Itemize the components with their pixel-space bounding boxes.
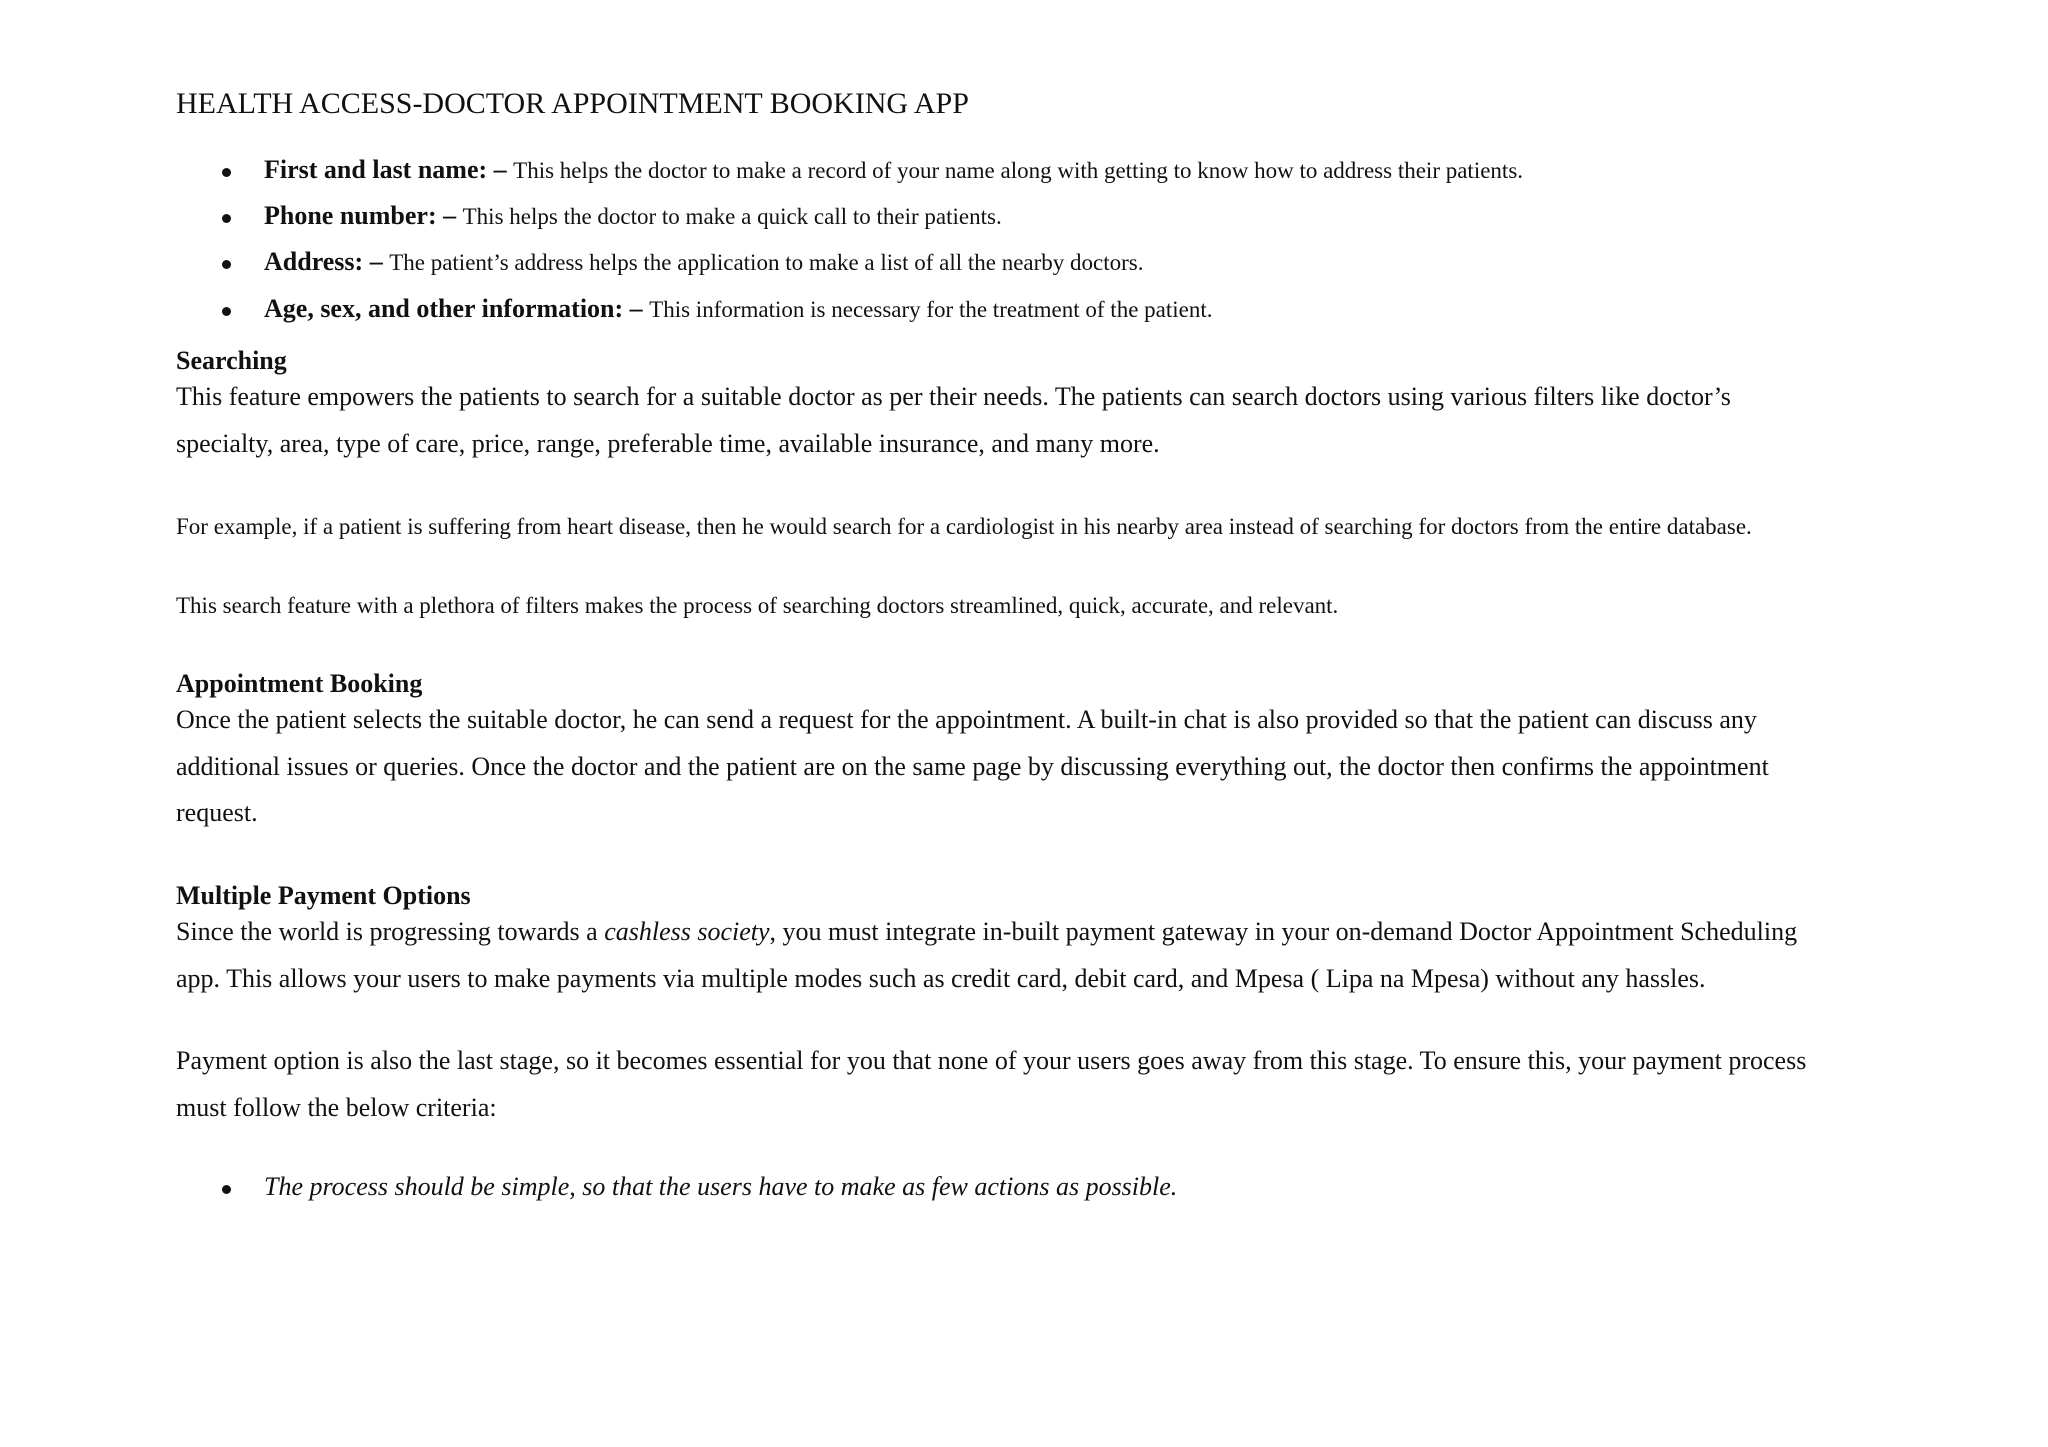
bullet-icon: [222, 168, 231, 177]
paragraph-line: Once the patient selects the suitable doctor, he can send a request for the appointment. A built-in chat is also provided so that the patient can discuss any: [176, 705, 1757, 734]
paragraph-line: additional issues or queries. Once the doctor and the patient are on the same page by discussing everything out, the doctor then confirms the appointment: [176, 751, 1769, 781]
paragraph-line: request.: [176, 798, 258, 827]
paragraph-line: Payment option is also the last stage, so it becomes essential for you that none of your users goes away from this stage. To ensure this, your payment process: [176, 1046, 1807, 1075]
field-description: This helps the doctor to make a quick call to their patients.: [462, 204, 1002, 229]
payment-heading: Multiple Payment Options: [176, 881, 471, 910]
searching-example: For example, if a patient is suffering from heart disease, then he would search for a cardiologist in his nearby area instead of searching for doctors from the entire database.: [176, 514, 1752, 539]
searching-summary: This search feature with a plethora of filters makes the process of searching doctors streamlined, quick, accurate, and relevant.: [176, 593, 1339, 618]
field-dash: –: [363, 247, 390, 276]
appointment-paragraph: [176, 697, 1769, 837]
field-description: This information is necessary for the treatment of the patient.: [649, 297, 1213, 322]
appointment-heading: Appointment Booking: [176, 669, 423, 698]
payment-paragraph-1: [176, 909, 1797, 1002]
paragraph-line: This feature empowers the patients to search for a suitable doctor as per their needs. The patients can search doctors using various filters like doctor’s: [176, 382, 1731, 411]
searching-heading: Searching: [176, 346, 287, 375]
bullet-icon: [222, 1185, 231, 1194]
paragraph-line: specialty, area, type of care, price, range, preferable time, available insurance, and many more.: [176, 428, 1160, 458]
field-dash: –: [487, 155, 514, 184]
searching-paragraph: [176, 374, 1731, 467]
field-dash: –: [436, 201, 463, 230]
bullet-icon: [222, 307, 231, 316]
field-term: Address:: [264, 247, 364, 276]
field-dash: –: [623, 294, 650, 323]
paragraph-line: Since the world is progressing towards a cashless society, you must integrate in-built payment gateway in your on-demand Doctor Appointment Scheduling: [176, 917, 1798, 946]
paragraph-line: must follow the below criteria:: [176, 1092, 497, 1122]
bullet-icon: [222, 214, 231, 223]
field-description: This helps the doctor to make a record of your name along with getting to know how to address their patients.: [513, 158, 1524, 183]
cashless-society-emphasis: cashless society: [604, 917, 770, 946]
bullet-icon: [222, 260, 231, 269]
field-term: Age, sex, and other information:: [264, 294, 624, 323]
criteria-text: The process should be simple, so that the users have to make as few actions as possible.: [264, 1172, 1178, 1201]
field-description: The patient’s address helps the application to make a list of all the nearby doctors.: [389, 250, 1144, 275]
document-title: HEALTH ACCESS-DOCTOR APPOINTMENT BOOKING APP: [176, 87, 969, 120]
field-term: Phone number:: [264, 201, 437, 230]
payment-paragraph-2: [176, 1038, 1806, 1131]
field-term: First and last name:: [264, 155, 488, 184]
paragraph-line: app. This allows your users to make payments via multiple modes such as credit card, debit card, and Mpesa ( Lipa na Mpesa) without any hassles.: [176, 963, 1706, 993]
